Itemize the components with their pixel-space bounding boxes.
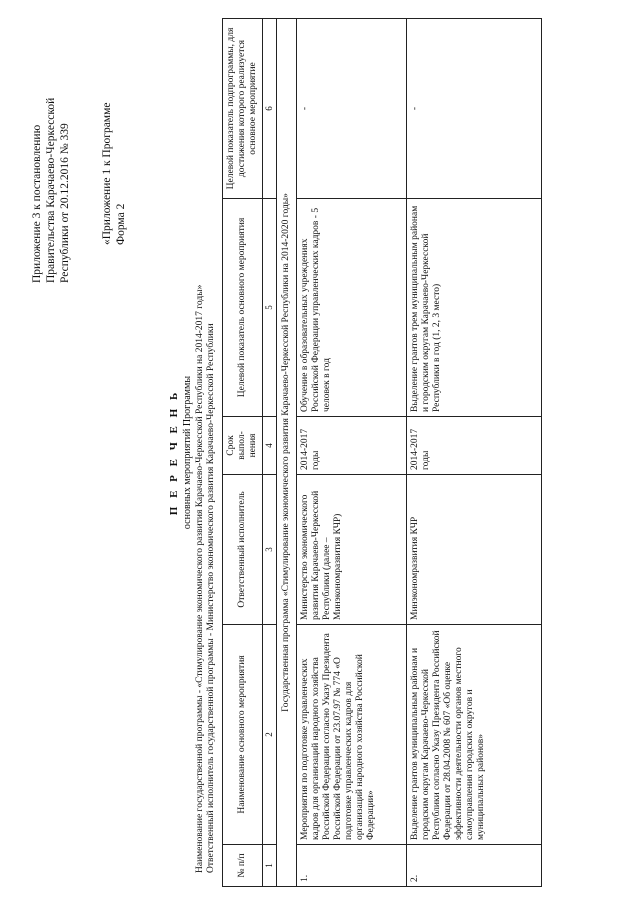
term: 2014-2017 годы: [297, 417, 407, 475]
table-row: [407, 19, 542, 887]
column-number: 2: [263, 625, 277, 845]
header-cell: Ответственный исполнитель: [223, 475, 263, 625]
column-number: 3: [263, 475, 277, 625]
header-cell: Целевой показатель подпрограммы, для достижения которого реализуется основное мероприятие: [223, 19, 263, 199]
title-sub: основных мероприятий Программы: [182, 375, 193, 530]
term: 2014-2017 годы: [407, 417, 542, 475]
column-number: 6: [263, 19, 277, 199]
column-number: 5: [263, 199, 277, 417]
column-number: 4: [263, 417, 277, 475]
header-cell: № п/п: [223, 845, 263, 887]
appendix-block: [30, 23, 72, 283]
program-meta: [195, 13, 217, 873]
program-name-line: Наименование государственной программы - «Стимулирование экономического развития Карачаево-Черкесской Республики на 2014-2017 годы»: [195, 284, 205, 873]
form-label: Форма 2: [115, 203, 127, 245]
executor-line: Ответственный исполнитель государственной программы - Министерство экономического развития Карачаево-Черкесской Республики: [206, 323, 216, 873]
measure-name: Выделение грантов муниципальным районам и городским округам Карачаево-Черкесской Республики согласно Указу Президента Российской Федерации от 28.04.2008 № 607 «Об оценке эффективности деятельности органов местного самоуправления городских округов и муниципальных районов»: [407, 625, 542, 845]
program-appendix: «Приложение 1 к Программе: [101, 102, 113, 245]
document-title: [168, 0, 193, 905]
title-main: П Е Р Е Ч Е Н Ь: [168, 389, 180, 516]
measures-table: [222, 18, 542, 887]
subprogram-indicator: -: [297, 19, 407, 199]
appendix-line: Правительства Карачаево-Черкесской: [45, 97, 57, 283]
table-header-row: [223, 19, 263, 887]
table-row: [297, 19, 407, 887]
header-cell: Срок выпол-нения: [223, 417, 263, 475]
row-number: 2.: [407, 845, 542, 887]
measure-indicator: Выделение грантов трем муниципальным районам и городским округам Карачаево-Черкесской Республики в год (1, 2, 3 место): [407, 199, 542, 417]
program-appendix-block: [100, 25, 128, 245]
section-title: Государственная программа «Стимулирование экономического развития Карачаево-Черкесской Республики на 2014-2020 годы»: [277, 19, 297, 887]
responsible-executor: Минэкономразвития КЧР: [407, 475, 542, 625]
measure-indicator: Обучение в образовательных учреждениях Российской Федерации управленческих кадров - 5 человек в год: [297, 199, 407, 417]
row-number: 1.: [297, 845, 407, 887]
header-cell: Наименование основного мероприятия: [223, 625, 263, 845]
section-row: [277, 19, 297, 887]
responsible-executor: Министерство экономического развития Карачаево-Черкесской Республики (далее – Минэкономразвития КЧР): [297, 475, 407, 625]
header-cell: Целевой показатель основного мероприятия: [223, 199, 263, 417]
measure-name: Мероприятия по подготовке управленческих кадров для организаций народного хозяйства Российской Федерации согласно Указу Президента Российской Федерации от 23.07.97 № 774 «О подготовке управленческих кадров для организаций народного хозяйства Российской Федерации»: [297, 625, 407, 845]
appendix-line: Приложение 3 к постановлению: [31, 124, 43, 283]
subprogram-indicator: -: [407, 19, 542, 199]
appendix-line: Республики от 20.12.2016 № 339: [59, 123, 71, 283]
column-number: 1: [263, 845, 277, 887]
column-number-row: [263, 19, 277, 887]
